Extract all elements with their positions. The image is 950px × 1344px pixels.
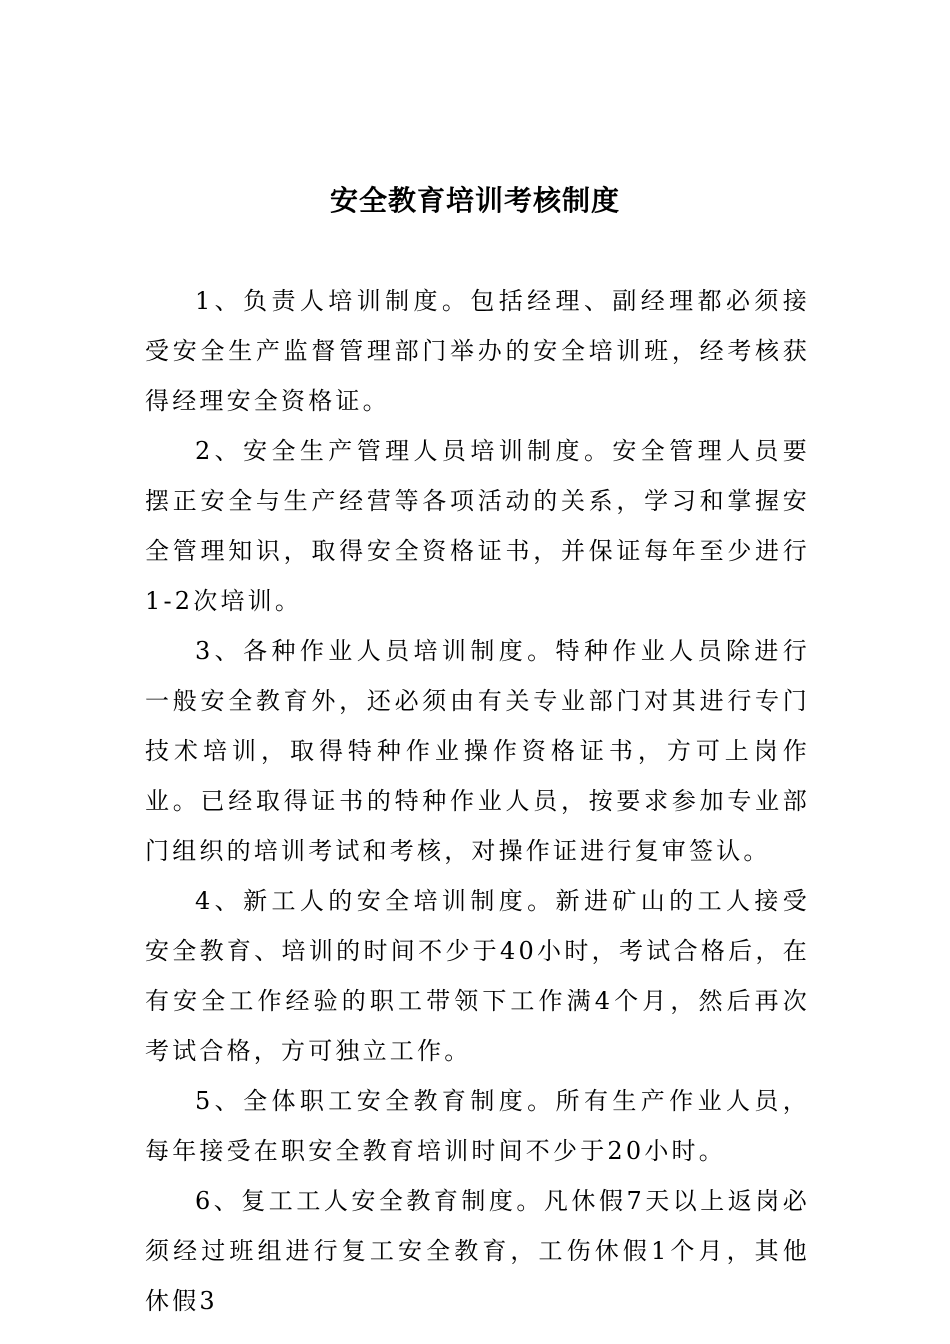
paragraph-1: 1、负责人培训制度。包括经理、副经理都必须接受安全生产监督管理部门举办的安全培训班，经考核获得经理安全资格证。 <box>145 287 810 415</box>
paragraph-5: 5、全体职工安全教育制度。所有生产作业人员，每年接受在职安全教育培训时间不少于20小时。 <box>145 1087 810 1165</box>
paragraph-2: 2、安全生产管理人员培训制度。安全管理人员要摆正安全与生产经营等各项活动的关系，学习和掌握安全管理知识，取得安全资格证书，并保证每年至少进行1-2次培训。 <box>145 437 810 615</box>
paragraph-6: 6、复工工人安全教育制度。凡休假7天以上返岗必须经过班组进行复工安全教育，工伤休假1个月，其他休假3 <box>145 1187 810 1315</box>
document-title: 安全教育培训考核制度 <box>329 184 620 217</box>
paragraph-3: 3、各种作业人员培训制度。特种作业人员除进行一般安全教育外，还必须由有关专业部门对其进行专门技术培训，取得特种作业操作资格证书，方可上岗作业。已经取得证书的特种作业人员，按要求参加专业部门组织的培训考试和考核，对操作证进行复审签认。 <box>145 637 810 865</box>
document-body <box>145 276 810 1326</box>
paragraph-4: 4、新工人的安全培训制度。新进矿山的工人接受安全教育、培训的时间不少于40小时，考试合格后，在有安全工作经验的职工带领下工作满4个月，然后再次考试合格，方可独立工作。 <box>145 887 810 1065</box>
